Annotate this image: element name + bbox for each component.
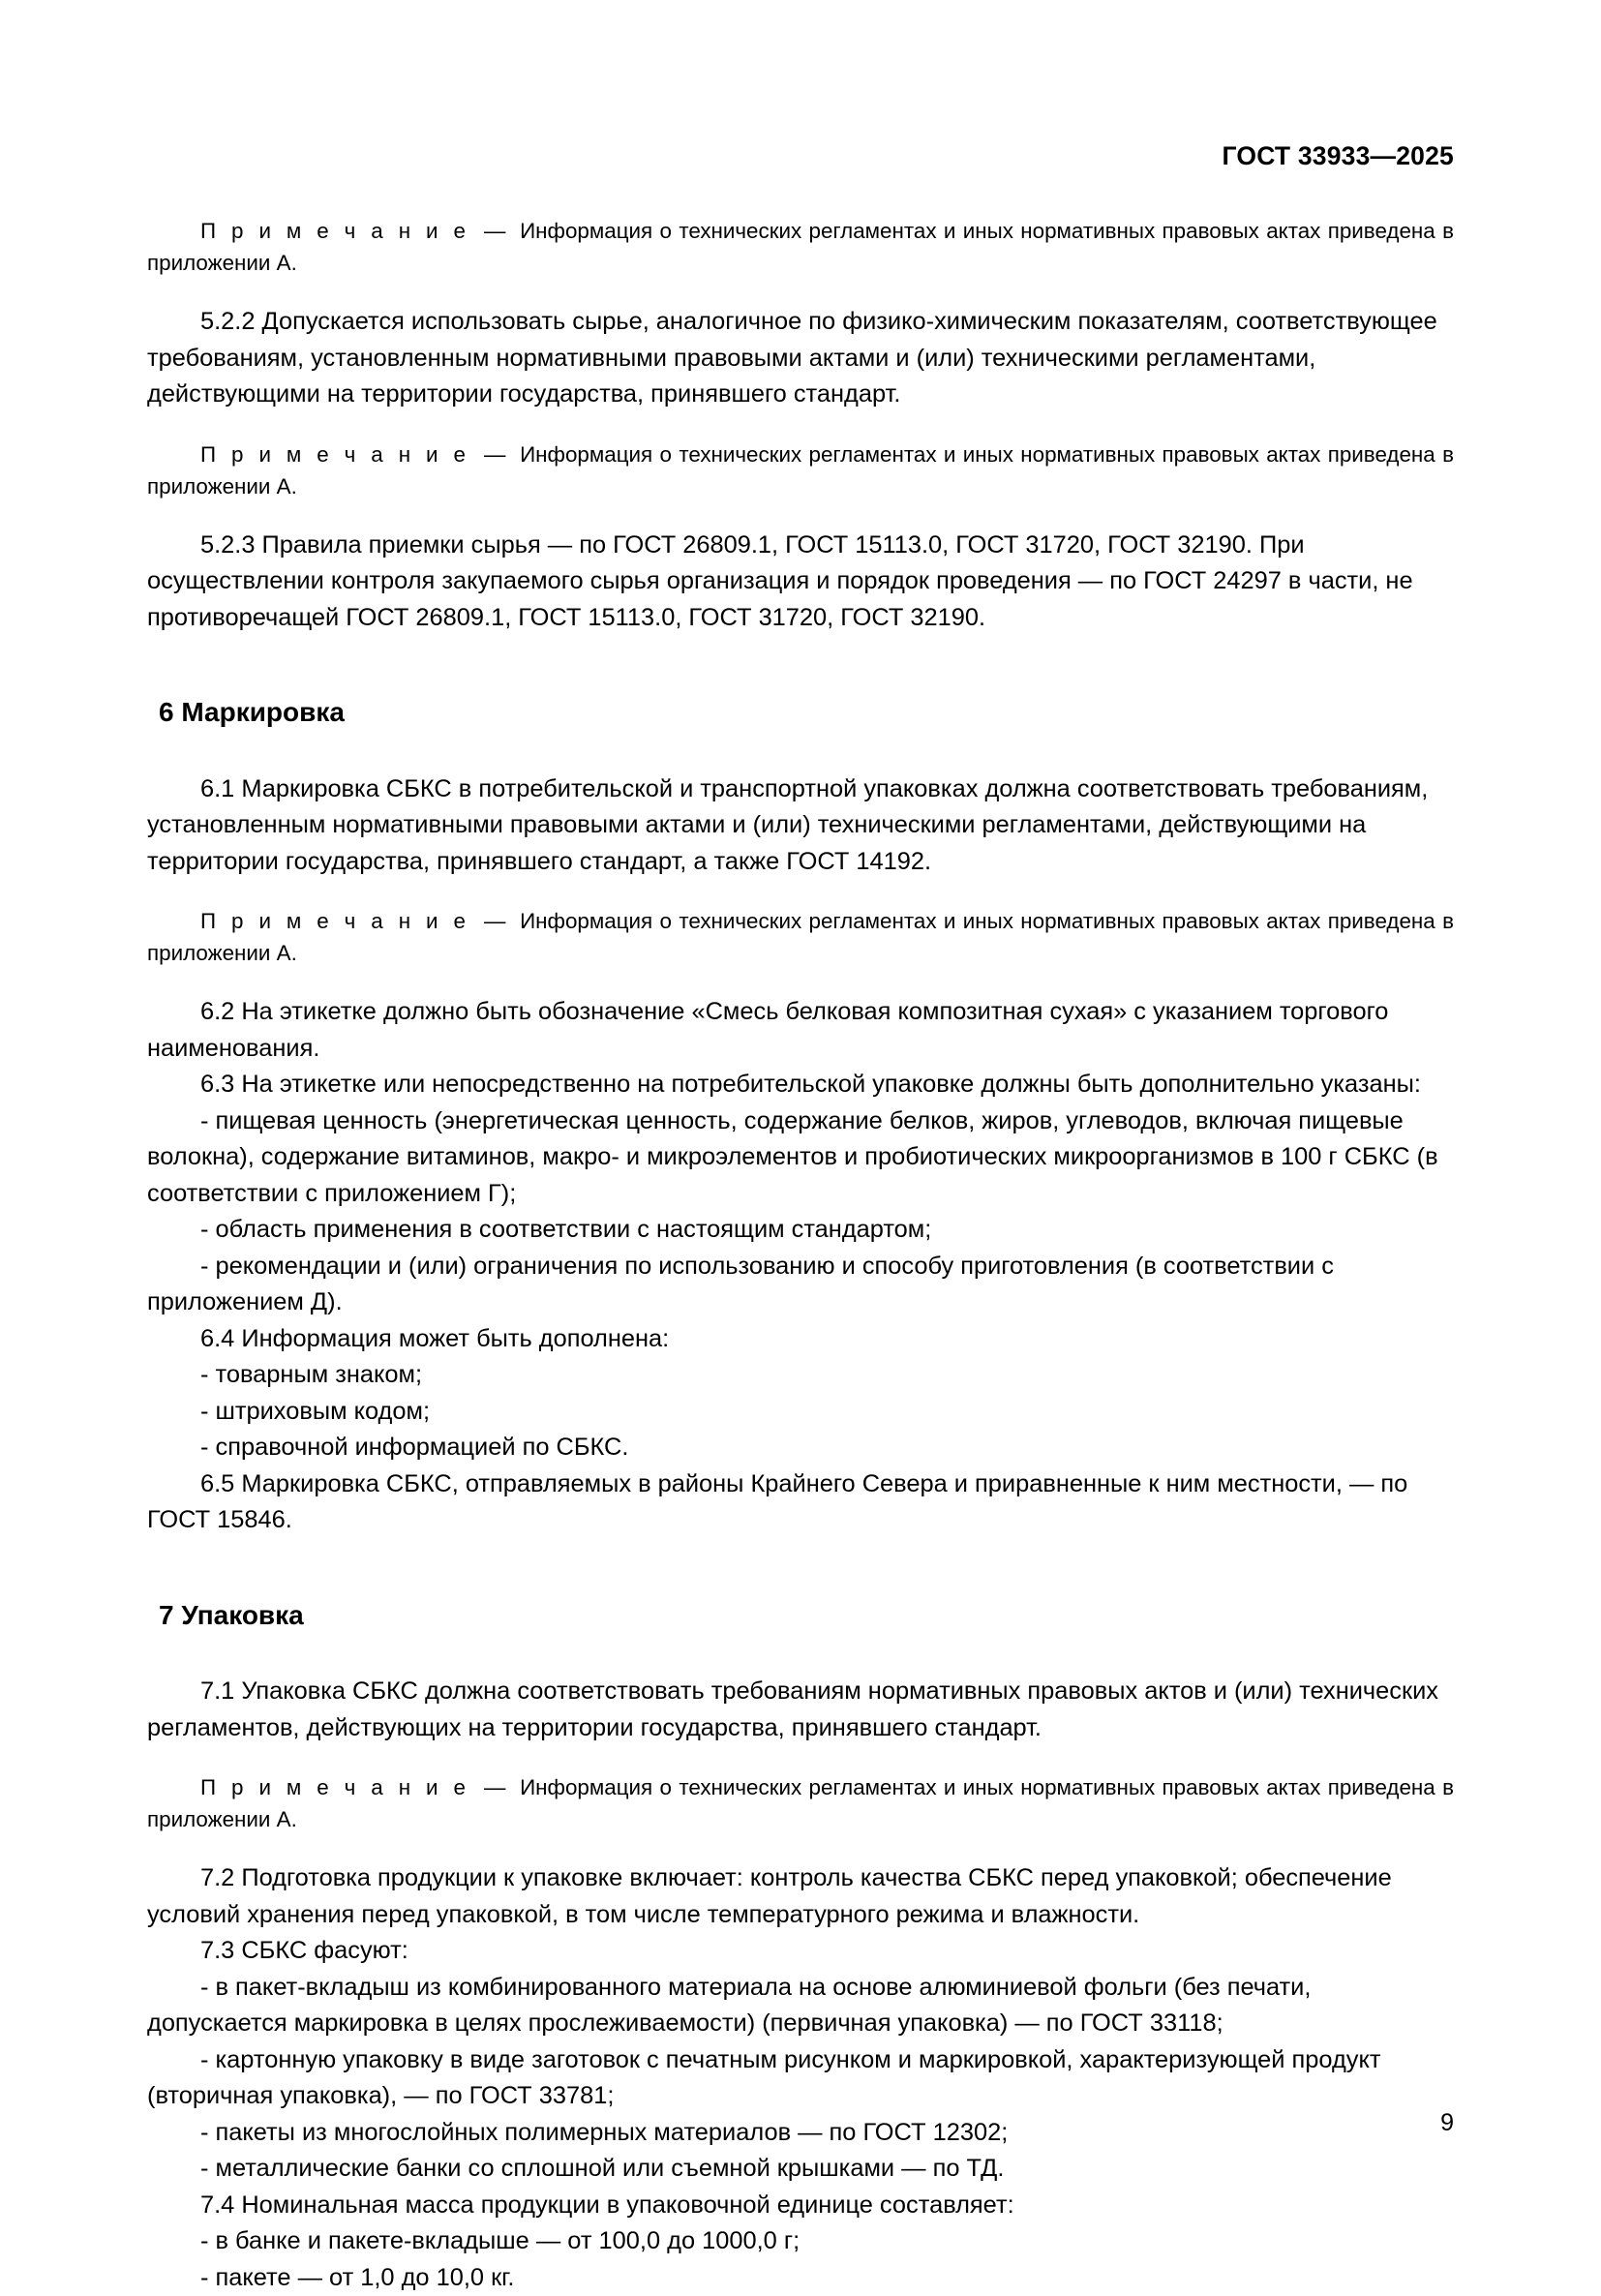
- clause-7-3-item: - металлические банки со сплошной или съемной крышками — по ТД.: [200, 2155, 1005, 2183]
- clause-6-3-item: - пищевая ценность (энергетическая ценность, содержание белков, жиров, углеводов, включая пищевые волокна), содержание витаминов, макро- и микроэлементов и пробиотических микроорганизмов в 100 г СБКС (в соответствии с приложением Г);: [147, 1106, 1438, 1207]
- note-text: Информация о технических регламентах и иных нормативных правовых актах приведена в приложении А.: [147, 909, 1454, 966]
- note-text: Информация о технических регламентах и иных нормативных правовых актах приведена в приложении А.: [147, 219, 1454, 275]
- clause-7-2: 7.2 Подготовка продукции к упаковке включает: контроль качества СБКС перед упаковкой; обеспечение условий хранения перед упаковкой, в том числе температурного режима и влажности.: [147, 1864, 1392, 1928]
- clause-6-3-item: - область применения в соответствии с настоящим стандартом;: [200, 1216, 932, 1244]
- note-dash: —: [469, 909, 521, 934]
- note-label: П р и м е ч а н и е: [200, 441, 470, 467]
- note-dash: —: [469, 441, 521, 467]
- note-label: П р и м е ч а н и е: [200, 1775, 470, 1800]
- clause-6-4-item: - справочной информацией по СБКС.: [200, 1434, 629, 1462]
- note-label: П р и м е ч а н и е: [200, 219, 470, 243]
- note-dash: —: [469, 1775, 521, 1800]
- note-text: Информация о технических регламентах и иных нормативных правовых актах приведена в приложении А.: [147, 441, 1454, 498]
- clause-5-2-3: 5.2.3 Правила приемки сырья — по ГОСТ 26809.1, ГОСТ 15113.0, ГОСТ 31720, ГОСТ 32190. При осуществлении контроля закупаемого сырья организация и порядок проведения — по ГОСТ 24297 в части, не противоречащей ГОСТ 26809.1, ГОСТ 15113.0, ГОСТ 31720, ГОСТ 32190.: [147, 530, 1413, 631]
- section-heading-7-upakovka: 7 Упаковка: [159, 1599, 304, 1630]
- note-paragraph: [147, 905, 1454, 969]
- note-label: П р и м е ч а н и е: [200, 909, 470, 934]
- clause-7-4: 7.4 Номинальная масса продукции в упаковочной единице составляет:: [200, 2190, 1014, 2219]
- page-number: 9: [1440, 2109, 1454, 2136]
- clause-6-1: 6.1 Маркировка СБКС в потребительской и транспортной упаковках должна соответствовать требованиям, установленным нормативными правовыми актами и (или) техническими регламентами, действующими на территории государства, принявшего стандарт, а также ГОСТ 14192.: [147, 774, 1429, 875]
- clause-6-2: 6.2 На этикетке должно быть обозначение «Смесь белковая композитная сухая» с указанием торгового наименования.: [147, 998, 1389, 1062]
- clause-6-3-item: - рекомендации и (или) ограничения по использованию и способу приготовления (в соответствии с приложением Д).: [147, 1252, 1334, 1316]
- note-paragraph: [147, 215, 1454, 279]
- clause-7-3-item: - картонную упаковку в виде заготовок с печатным рисунком и маркировкой, характеризующей продукт (вторичная упаковка), — по ГОСТ 33781;: [147, 2045, 1381, 2110]
- note-paragraph: [147, 438, 1454, 502]
- clause-5-2-2: 5.2.2 Допускается использовать сырье, аналогичное по физико-химическим показателям, соответствующее требованиям, установленным нормативными правовыми актами и (или) техническими регламентами, действующими на территории государства, принявшего стандарт.: [147, 308, 1437, 408]
- clause-6-4-item: - товарным знаком;: [200, 1361, 423, 1389]
- clause-7-3-item: - пакеты из многослойных полимерных материалов — по ГОСТ 12302;: [200, 2118, 1009, 2146]
- running-header-standard-number: ГОСТ 33933—2025: [1222, 141, 1454, 170]
- clause-6-3: 6.3 На этикетке или непосредственно на потребительской упаковке должны быть дополнительно указаны:: [200, 1071, 1421, 1099]
- clause-7-1: 7.1 Упаковка СБКС должна соответствовать требованиям нормативных правовых актов и (или) технических регламентов, действующих на территории государства, принявшего стандарт.: [147, 1677, 1438, 1741]
- clause-7-3: 7.3 СБКС фасуют:: [200, 1937, 408, 1965]
- note-dash: —: [469, 219, 521, 243]
- clause-7-4-item: - в банке и пакете-вкладыше — от 100,0 до 1000,0 г;: [200, 2227, 800, 2255]
- note-paragraph: [147, 1771, 1454, 1835]
- clause-7-4-item: - пакете — от 1,0 до 10,0 кг.: [200, 2263, 515, 2291]
- clause-6-5: 6.5 Маркировка СБКС, отправляемых в районы Крайнего Севера и приравненные к ним местности, — по ГОСТ 15846.: [147, 1469, 1408, 1534]
- clause-7-3-item: - в пакет-вкладыш из комбинированного материала на основе алюминиевой фольги (без печати, допускается маркировка в целях прослеживаемости) (первичная упаковка) — по ГОСТ 33118;: [147, 1973, 1312, 2038]
- section-heading-6-markirovka: 6 Маркировка: [159, 697, 345, 727]
- note-text: Информация о технических регламентах и иных нормативных правовых актах приведена в приложении А.: [147, 1775, 1454, 1832]
- clause-6-4-item: - штриховым кодом;: [200, 1397, 430, 1425]
- page-content: [147, 215, 1454, 2296]
- clause-6-4: 6.4 Информация может быть дополнена:: [200, 1324, 670, 1352]
